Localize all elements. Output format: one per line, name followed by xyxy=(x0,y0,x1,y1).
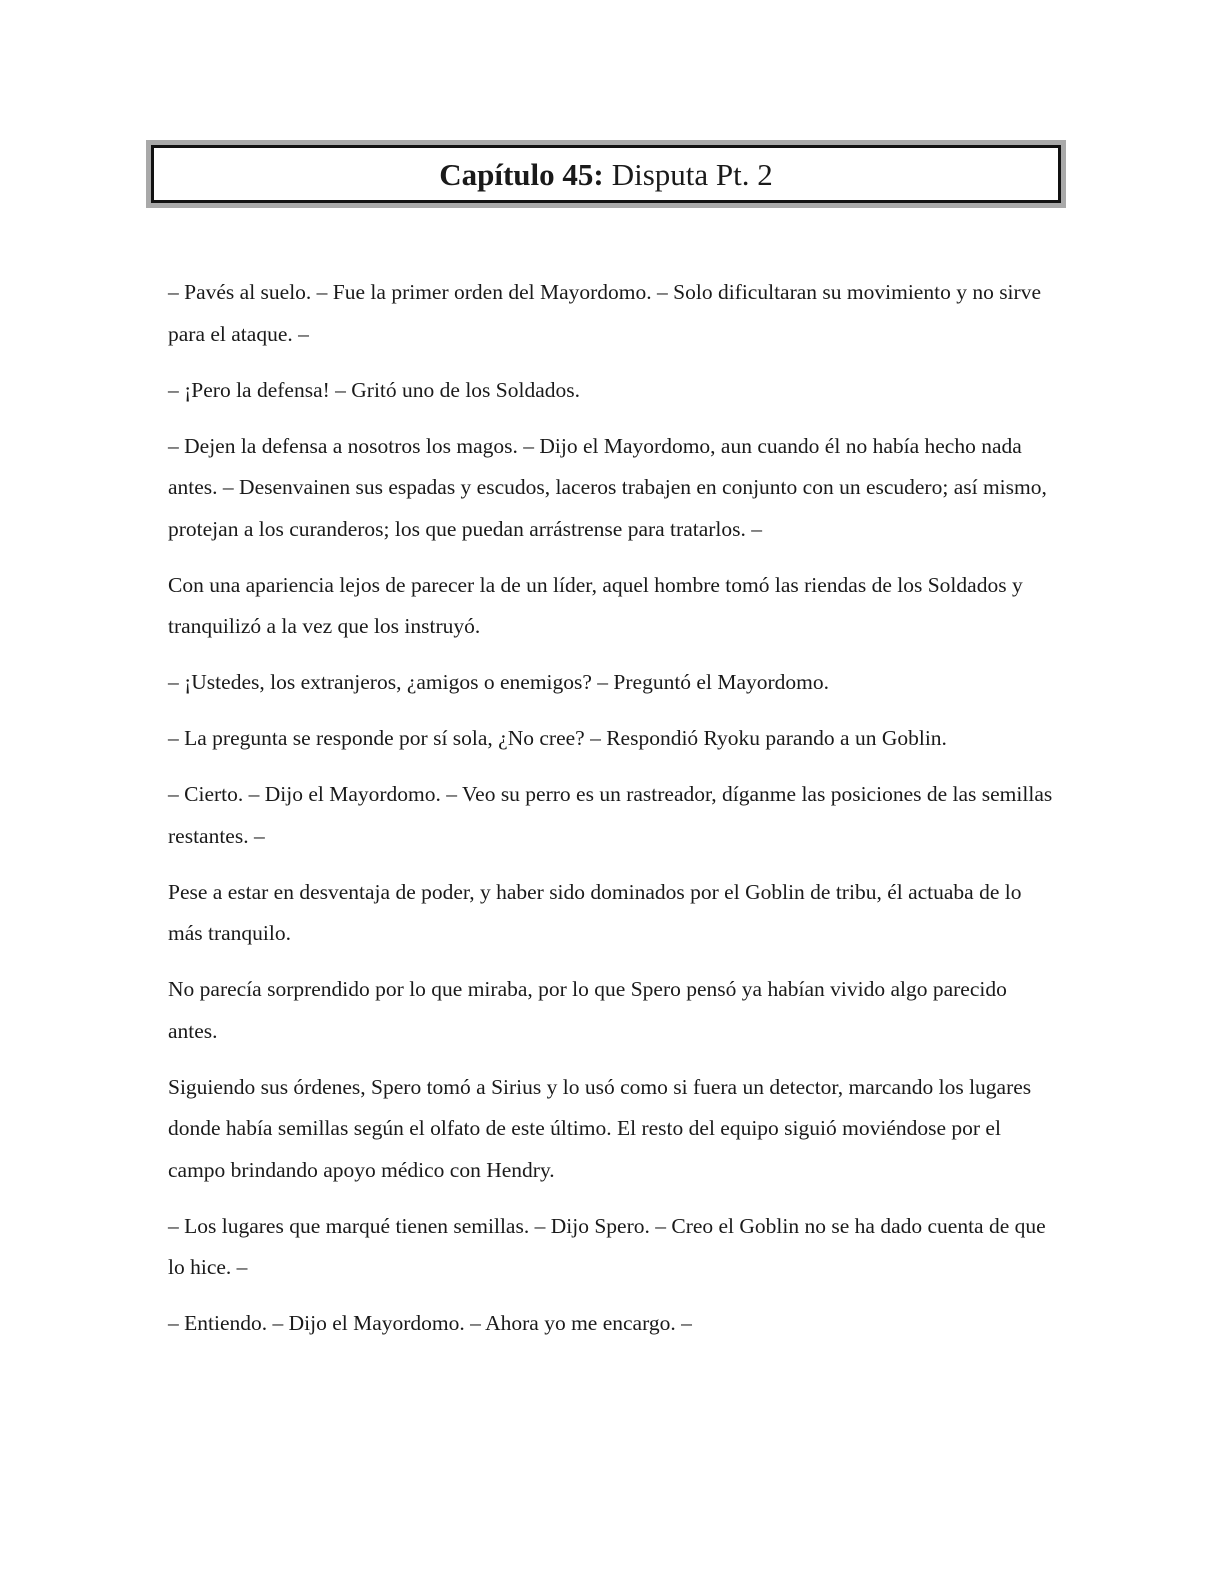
chapter-title-box xyxy=(146,140,1066,208)
paragraph: – Cierto. – Dijo el Mayordomo. – Veo su perro es un rastreador, díganme las posiciones de las semillas restantes. – xyxy=(168,782,1053,848)
chapter-number: Capítulo 45: xyxy=(439,156,604,192)
paragraph: Pese a estar en desventaja de poder, y haber sido dominados por el Goblin de tribu, él actuaba de lo más tranquilo. xyxy=(168,879,1022,945)
paragraph: – ¡Pero la defensa! – Gritó uno de los Soldados. xyxy=(168,377,581,402)
paragraph: – La pregunta se responde por sí sola, ¿No cree? – Respondió Ryoku parando a un Goblin. xyxy=(168,726,947,750)
chapter-name: Disputa Pt. 2 xyxy=(611,156,773,192)
chapter-body xyxy=(168,272,1056,1359)
paragraph: – ¡Ustedes, los extranjeros, ¿amigos o enemigos? – Preguntó el Mayordomo. xyxy=(168,670,829,694)
chapter-title xyxy=(151,145,1061,203)
paragraph: Siguiendo sus órdenes, Spero tomó a Sirius y lo usó como si fuera un detector, marcando los lugares donde había semillas según el olfato de este último. El resto del equipo siguió moviéndose por el campo brindando apoyo médico con Hendry. xyxy=(168,1074,1032,1182)
paragraph: – Entiendo. – Dijo el Mayordomo. – Ahora yo me encargo. – xyxy=(168,1311,692,1335)
paragraph: No parecía sorprendido por lo que miraba, por lo que Spero pensó ya habían vivido algo parecido antes. xyxy=(168,977,1007,1043)
paragraph: – Los lugares que marqué tienen semillas. – Dijo Spero. – Creo el Goblin no se ha dado cuenta de que lo hice. – xyxy=(168,1213,1046,1279)
paragraph: – Dejen la defensa a nosotros los magos. – Dijo el Mayordomo, aun cuando él no había hecho nada antes. – Desenvainen sus espadas y escudos, laceros trabajen en conjunto con un escudero; así mismo, protejan a los curanderos; los que puedan arrástrense para tratarlos. – xyxy=(168,433,1047,541)
paragraph: – Pavés al suelo. – Fue la primer orden del Mayordomo. – Solo dificultaran su movimiento y no sirve para el ataque. – xyxy=(168,280,1041,346)
paragraph: Con una apariencia lejos de parecer la de un líder, aquel hombre tomó las riendas de los Soldados y tranquilizó a la vez que los instruyó. xyxy=(168,572,1023,638)
